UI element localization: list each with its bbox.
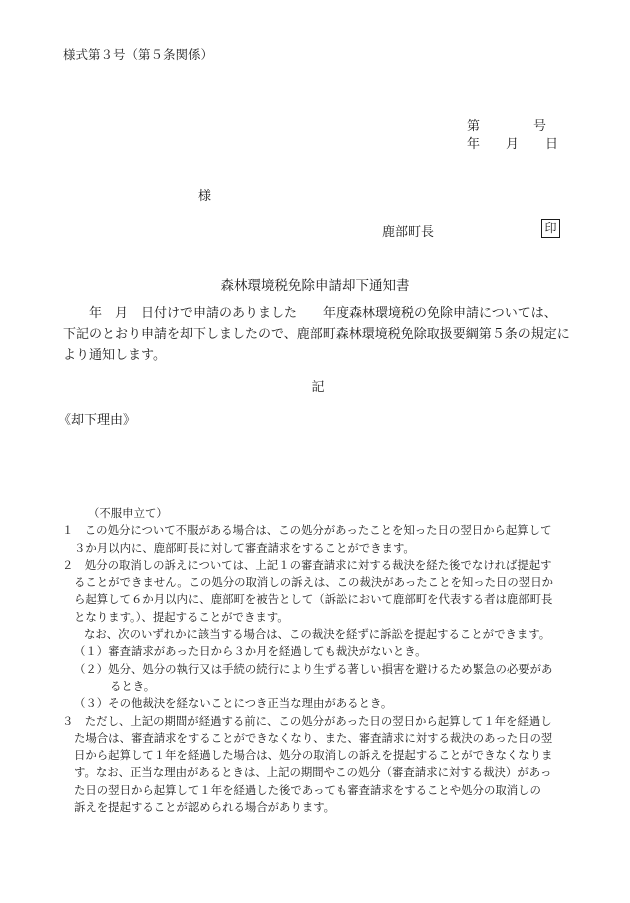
reason-heading: 《却下理由》 [58, 413, 137, 428]
appeal-heading: （不服申立て） [88, 506, 168, 520]
recipient: 様 [198, 189, 212, 204]
appeal-item-2-cont: ることができません。この処分の取消しの訴えは、この裁決があったことを知った日の翌日か [74, 575, 553, 590]
document-date [467, 133, 558, 152]
sender-name: 鹿部町長 [382, 225, 435, 240]
form-number: 様式第３号（第５条関係） [63, 47, 214, 62]
date-month: 月 [506, 137, 520, 152]
date-day: 日 [545, 137, 559, 152]
appeal-subitem-3: （３）その他裁決を経ないことにつき正当な理由があるとき。 [74, 696, 393, 711]
document-number-suffix: 号 [533, 119, 547, 134]
appeal-item-3-cont: 訴えを提起することが認められる場合があります。 [74, 800, 336, 815]
appeal-item-2-cont: となります。）、提起することができます。 [74, 609, 289, 624]
notice-body [63, 303, 583, 366]
appeal-subitem-2-cont: るとき。 [110, 678, 156, 693]
document-number-prefix: 第 [467, 119, 481, 134]
appeal-item-3-cont: 日から起算して１年を経過した場合は、処分の取消しの訴えを提起することができなくなりま [74, 748, 553, 763]
appeal-item-2: ２ 処分の取消しの訴えについては、上記１の審査請求に対する裁決を経た後でなければ提起す [62, 557, 552, 572]
document-title: 森林環境税免除申請却下通知書 [220, 278, 410, 294]
body-line: 年 月 日付けで申請のありました 年度森林環境税の免除申請については、 [63, 306, 557, 321]
appeal-item-2-cont: ら起算して６か月以内に、鹿部町を被告として（訴訟において鹿部町を代表する者は鹿部町長 [74, 592, 553, 607]
seal-mark: 印 [541, 219, 560, 238]
appeal-item-3-cont: た日の翌日から起算して１年を経過した後であっても審査請求をすることや処分の取消しの [74, 782, 541, 797]
appeal-note: なお、次のいずれかに該当する場合は、この裁決を経ずに訴訟を提起することができます。 [84, 627, 551, 642]
appeal-item-3: ３ ただし、上記の期間が経過する前に、この処分があった日の翌日から起算して１年を経過し [62, 713, 552, 728]
ki-heading: 記 [311, 380, 325, 395]
date-year: 年 [467, 137, 481, 152]
appeal-item-1-cont: ３か月以内に、鹿部町長に対して審査請求をすることができます。 [74, 540, 415, 555]
appeal-subitem-1: （１）審査請求があった日から３か月を経過しても裁決がないとき。 [74, 644, 427, 659]
body-line: 下記のとおり申請を却下しましたので、鹿部町森林環境税免除取扱要綱第５条の規定に [63, 327, 570, 342]
appeal-item-3-cont: す。なお、正当な理由があるときは、上記の期間やこの処分（審査請求に対する裁決）があっ [74, 765, 552, 780]
body-line: より通知します。 [63, 348, 166, 363]
document-number [467, 115, 546, 134]
appeal-item-1: １ この処分について不服がある場合は、この処分があったことを知った日の翌日から起算して [62, 523, 552, 538]
appeal-item-3-cont: た場合は、審査請求をすることができなくなり、また、審査請求に対する裁決のあった日の翌 [74, 730, 553, 745]
appeal-section [62, 505, 584, 816]
appeal-subitem-2: （２）処分、処分の執行又は手続の続行により生ずる著しい損害を避けるため緊急の必要があ [74, 661, 553, 676]
